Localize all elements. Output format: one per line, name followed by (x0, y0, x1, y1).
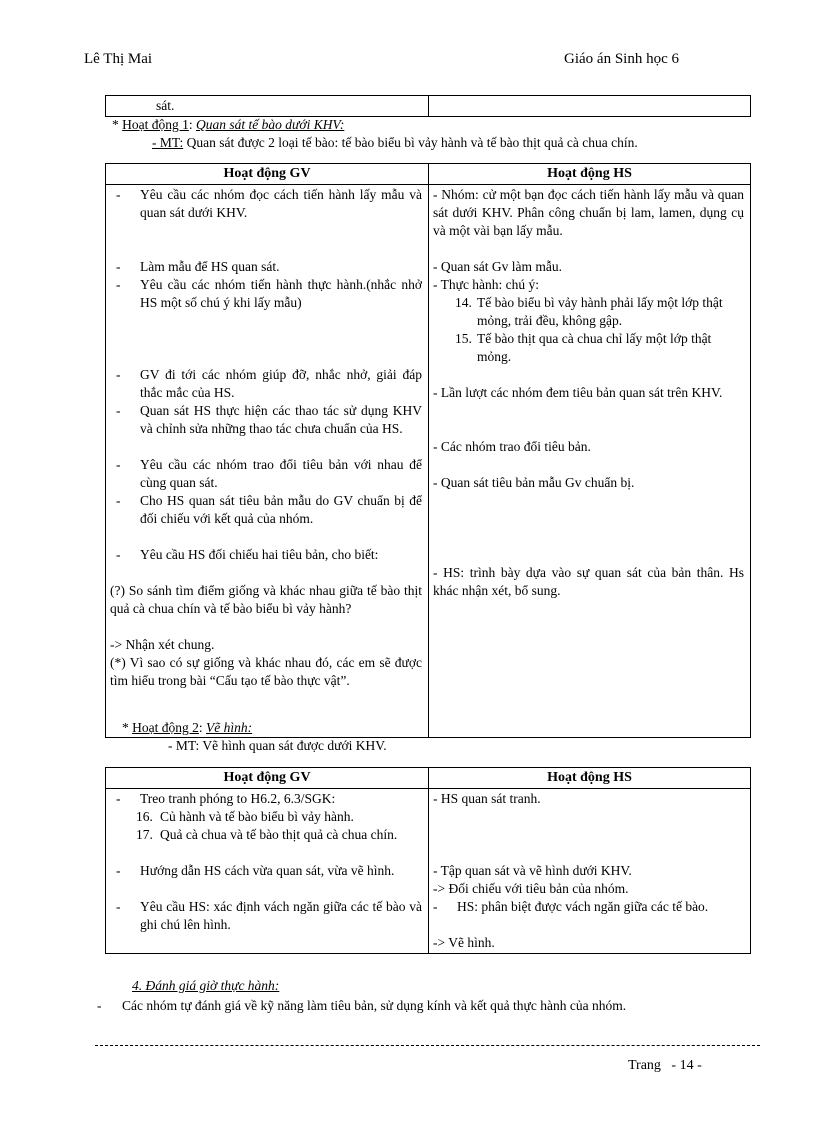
gv-item: Quan sát HS thực hiện các thao tác sử dụng KHV và chỉnh sửa những thao tác chưa chuẩn của HS. (140, 403, 422, 436)
gv-number: 16. (136, 809, 153, 824)
gv-item: Cho HS quan sát tiêu bản mẫu do GV chuẩn bị để đối chiếu với kết quả của nhóm. (140, 493, 422, 526)
hs-column (429, 185, 751, 738)
section4-title: 4. Đánh giá giờ thực hành: (132, 978, 280, 993)
section4-line: Các nhóm tự đánh giá về kỹ năng làm tiêu bản, sử dụng kính và kết quả thực hành của nhóm. (122, 998, 627, 1013)
gv-conclusion: -> Nhận xét chung. (110, 637, 215, 652)
activity2-objective: - MT: Vẽ hình quan sát được dưới KHV. (168, 738, 387, 753)
activity2-table (105, 767, 751, 954)
hs-item: HS: phân biệt được vách ngăn giữa các tế bào. (457, 899, 709, 914)
hs-subitem: Tế bào biểu bì vảy hành phải lấy một lớp thật mỏng, trải đều, không gập. (477, 295, 723, 328)
gv-number: 17. (136, 827, 153, 842)
hs-item: - Quan sát tiêu bản mẫu Gv chuẩn bị. (433, 475, 635, 490)
top-table (105, 95, 751, 117)
header-author: Lê Thị Mai (84, 51, 153, 67)
hs-item: - Lần lượt các nhóm đem tiêu bản quan sát trên KHV. (433, 385, 723, 400)
activity1-table (105, 163, 751, 738)
hs-item: -> Đối chiếu với tiêu bản của nhóm. (433, 881, 629, 896)
hs-item: - Nhóm: cử một bạn đọc cách tiến hành lấy mẫu và quan sát dưới KHV. Phân công chuẩn bị lam, lamen, dụng cụ và một vài bạn lấy mẫu. (433, 187, 744, 238)
gv-question: (?) So sánh tìm điểm giống và khác nhau giữa tế bào thịt quả cà chua chín và tế bào biểu bì vảy hành? (110, 583, 422, 616)
hs-item: -> Vẽ hình. (433, 935, 495, 950)
footer-divider (95, 1045, 760, 1046)
header-subject: Giáo án Sinh học 6 (564, 51, 679, 67)
gv-item: Yêu cầu các nhóm đọc cách tiến hành lấy mẫu và quan sát dưới KHV. (140, 187, 422, 220)
top-table-cell-left: sát. (106, 96, 429, 117)
gv-transition: (*) Vì sao có sự giống và khác nhau đó, các em sẽ được tìm hiểu trong bài “Cấu tạo tế bào thực vật”. (110, 655, 422, 688)
gv-column: - Treo tranh phóng to H6.2, 6.3/SGK: 16. Củ hành và tế bào biểu bì vảy hành. 17. Quả cà chua và tế bào thịt quả cà chua chín. - Hướng dẫn HS cách vừa quan sát, vừa vẽ hình. - Yêu cầu HS: xác định vách ngăn giữa các tế bào và ghi chú lên hình. (106, 789, 429, 954)
gv-subitem: Quả cà chua và tế bào thịt quả cà chua chín. (160, 827, 398, 842)
col-header-hs: Hoạt động HS (429, 768, 751, 789)
col-header-gv: Hoạt động GV (106, 768, 429, 789)
activity1-objective: - MT: Quan sát được 2 loại tế bào: tế bào biểu bì vảy hành và tế bào thịt quả cà chua chín. (152, 135, 638, 150)
top-table-cell-right (429, 96, 751, 117)
gv-subitem: Củ hành và tế bào biểu bì vảy hành. (160, 809, 354, 824)
gv-column: - Yêu cầu các nhóm đọc cách tiến hành lấy mẫu và quan sát dưới KHV. - Làm mẫu để HS quan sát. - Yêu cầu các nhóm tiến hành thực hành.(nhắc nhở HS một số chú ý khi lấy mẫu) - GV đi tới các nhóm giúp đỡ, nhắc nhở, giải đáp thắc mắc của HS. - Quan sát HS thực hiện các thao tác sử dụng KHV và chỉnh sửa những thao tác chưa chuẩn của HS. - Yêu cầu các nhóm trao đổi tiêu bản với nhau để cùng quan sát. - Cho HS quan sát tiêu bản mẫu do GV chuẩn bị để đối chiếu với kết quả của nhóm. - Yêu cầu HS đối chiếu hai tiêu bản, cho biết: (?) So sánh tìm điểm giống và khác nhau giữa tế bào thịt quả cà chua chín và tế bào biểu bì vảy hành? -> Nhận xét chung. (*) Vì sao có sự giống và khác nhau đó, các em sẽ được tìm hiểu trong bài “Cấu tạo tế bào thực vật”. (106, 185, 429, 738)
hs-item: - HS: trình bày dựa vào sự quan sát của bản thân. Hs khác nhận xét, bổ sung. (433, 565, 744, 598)
hs-number: 14. (455, 295, 472, 310)
hs-item: - Thực hành: chú ý: (433, 277, 540, 292)
col-header-gv: Hoạt động GV (106, 164, 429, 185)
hs-item: - Tập quan sát và vẽ hình dưới KHV. (433, 863, 632, 878)
activity1-title: * Hoạt động 1: Quan sát tế bào dưới KHV: (112, 117, 345, 132)
hs-item: - Quan sát Gv làm mẫu. (433, 259, 562, 274)
hs-item: - HS quan sát tranh. (433, 791, 541, 806)
gv-item: Yêu cầu HS: xác định vách ngăn giữa các tế bào và ghi chú lên hình. (140, 899, 422, 932)
gv-item: Yêu cầu các nhóm trao đổi tiêu bản với nhau để cùng quan sát. (140, 457, 422, 490)
gv-item: Làm mẫu để HS quan sát. (140, 259, 280, 274)
hs-item: - Các nhóm trao đổi tiêu bản. (433, 439, 591, 454)
hs-number: 15. (455, 331, 472, 346)
gv-item: Treo tranh phóng to H6.2, 6.3/SGK: (140, 791, 336, 806)
gv-item: Yêu cầu các nhóm tiến hành thực hành.(nhắc nhở HS một số chú ý khi lấy mẫu) (140, 277, 422, 310)
col-header-hs: Hoạt động HS (429, 164, 751, 185)
gv-item: GV đi tới các nhóm giúp đỡ, nhắc nhở, giải đáp thắc mắc của HS. (140, 367, 422, 400)
hs-column: - HS quan sát tranh. - Tập quan sát và vẽ hình dưới KHV. -> Đối chiếu với tiêu bản của nhóm. - HS: phân biệt được vách ngăn giữa các tế bào. -> Vẽ hình. (429, 789, 751, 954)
page-number: Trang - 14 - (628, 1058, 702, 1073)
section4-dash: - (97, 998, 102, 1013)
hs-subitem: Tế bào thịt qua cà chua chỉ lấy một lớp thật mỏng. (477, 331, 712, 364)
gv-item: Yêu cầu HS đối chiếu hai tiêu bản, cho biết: (140, 547, 379, 562)
gv-item: Hướng dẫn HS cách vừa quan sát, vừa vẽ hình. (140, 863, 395, 878)
activity2-title: * Hoạt động 2: Vẽ hình: (122, 720, 253, 735)
